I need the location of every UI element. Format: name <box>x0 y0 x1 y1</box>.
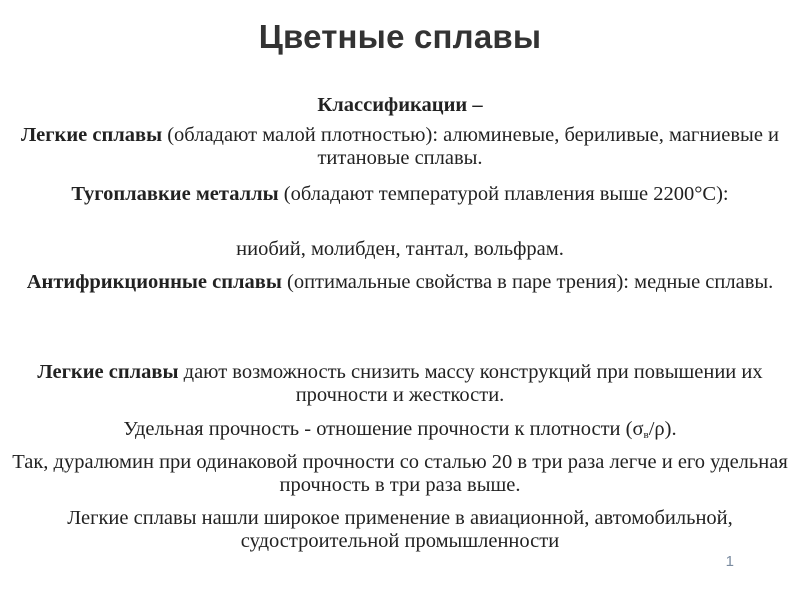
applications-paragraph: Легкие сплавы нашли широкое применение в авиационной, автомобильной, судостроительной промышленности <box>67 507 733 552</box>
antifriction-alloys-term: Антифрикционные сплавы <box>26 271 282 293</box>
refractory-metals-text: (обладают температурой плавления выше 2200°С): <box>278 183 729 205</box>
specific-strength-paragraph <box>6 418 794 447</box>
specific-strength-subscript: в <box>643 429 649 441</box>
antifriction-alloys-paragraph <box>6 271 794 294</box>
specific-strength-text-end: /ρ). <box>648 418 677 440</box>
specific-strength-text: Удельная прочность - отношение прочности к плотности (σ <box>123 418 644 440</box>
refractory-metals-paragraph <box>6 183 794 206</box>
light-alloys-benefit-paragraph <box>6 361 794 407</box>
light-alloys-text: (обладают малой плотностью): алюминевые, бериливые, магниевые и титановые сплавы. <box>162 124 780 169</box>
slide-title: Цветные сплавы <box>258 18 542 55</box>
duralumin-paragraph: Так, дуралюмин при одинаковой прочности со сталью 20 в три раза легче и его удельная прочность в три раза выше. <box>12 451 788 496</box>
refractory-metals-list: ниобий, молибден, тантал, вольфрам. <box>236 238 564 260</box>
page-number: 1 <box>725 553 734 570</box>
light-alloys-benefit-text: дают возможность снизить массу конструкций при повышении их прочности и жесткости. <box>178 361 763 406</box>
antifriction-alloys-text: (оптимальные свойства в паре трения): медные сплавы. <box>281 271 774 293</box>
light-alloys-paragraph <box>6 124 794 170</box>
light-alloys-term: Легкие сплавы <box>20 124 163 146</box>
classification-heading: Классификации – <box>317 94 483 116</box>
light-alloys-benefit-term: Легкие сплавы <box>37 361 179 383</box>
refractory-metals-term: Тугоплавкие металлы <box>71 183 279 205</box>
